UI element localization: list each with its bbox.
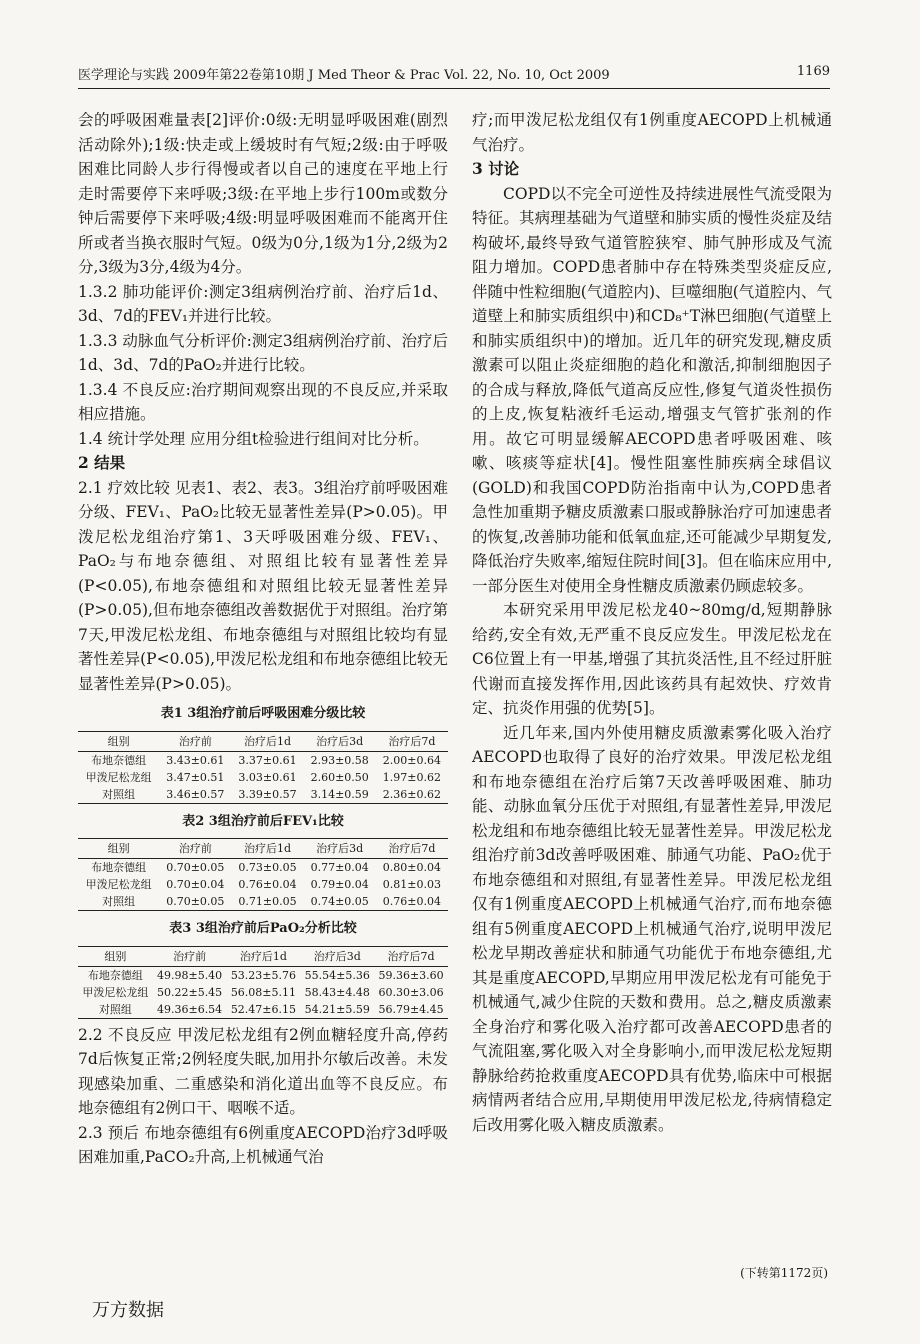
table-cell: 3.39±0.57 — [231, 786, 303, 804]
table-cell: 56.08±5.11 — [230, 985, 297, 999]
table-row — [78, 893, 448, 911]
table-cell: 对照组 — [78, 893, 159, 911]
column-header: 治疗后1d — [227, 946, 301, 966]
table-cell: 0.71±0.05 — [231, 893, 303, 911]
table-row — [78, 751, 448, 769]
left-column — [78, 108, 448, 1170]
tables-block — [78, 702, 448, 1019]
header-rule — [78, 88, 830, 89]
column-header: 组别 — [78, 946, 153, 966]
paragraph-discussion-2: 本研究采用甲泼尼松龙40~80mg/d,短期静脉给药,安全有效,无严重不良反应发生。甲泼尼松龙在C6位置上有一甲基,增强了其抗炎活性,且不经过肝脏代谢而直接发挥作用,因此该药具有起效快、疗效肯定、抗炎作用强的优势[5]。 — [472, 601, 832, 717]
table-row — [78, 984, 448, 1001]
table-cell: 对照组 — [78, 1001, 153, 1019]
continued-note: (下转第1172页) — [740, 1266, 828, 1280]
table-header-row — [78, 731, 448, 751]
table-cell: 60.30±3.06 — [378, 985, 444, 999]
column-header: 治疗后1d — [231, 731, 303, 751]
table-cell: 1.97±0.62 — [382, 770, 441, 784]
table-cell: 59.36±3.60 — [378, 968, 444, 982]
column-header: 治疗后7d — [376, 731, 448, 751]
table-cell: 55.54±5.36 — [304, 968, 370, 982]
column-header: 治疗后1d — [231, 839, 303, 859]
table-cell: 3.47±0.51 — [166, 770, 225, 784]
column-header: 治疗前 — [153, 946, 227, 966]
table-cell: 2.36±0.62 — [376, 786, 448, 804]
column-header: 治疗后3d — [304, 839, 376, 859]
table-cell: 53.23±5.76 — [230, 968, 297, 982]
column-header: 治疗后7d — [374, 946, 448, 966]
paragraph-1-3-3: 1.3.3 动脉血气分析评价:测定3组病例治疗前、治疗后1d、3d、7d的PaO₂并进行比较。 — [78, 331, 448, 374]
running-header — [78, 64, 830, 83]
table-cell: 58.43±4.48 — [304, 985, 370, 999]
table-row — [78, 859, 448, 877]
journal-citation: 医学理论与实践 2009年第22卷第10期 J Med Theor & Prac Vol. 22, No. 10, Oct 2009 — [78, 68, 610, 83]
table-cell: 52.47±6.15 — [227, 1001, 301, 1019]
paragraph-1-3-4: 1.3.4 不良反应:治疗期间观察出现的不良反应,并采取相应措施。 — [78, 380, 448, 423]
table-row — [78, 769, 448, 786]
paragraph-continued: 疗;而甲泼尼松龙组仅有1例重度AECOPD上机械通气治疗。 — [472, 111, 832, 154]
column-header: 治疗后3d — [304, 731, 376, 751]
table-cell: 0.70±0.04 — [166, 878, 225, 891]
table-cell: 0.74±0.05 — [304, 893, 376, 911]
paragraph-discussion-3: 近几年来,国内外使用糖皮质激素雾化吸入治疗AECOPD也取得了良好的治疗效果。甲泼尼松龙组和布地奈德组在治疗后第7天改善呼吸困难、肺功能、动脉血氧分压优于对照组,有显著性差异,甲泼尼松龙组和布地奈德组比较无显著性差异。甲泼尼松龙组治疗前3d改善呼吸困难、肺通气功能、PaO₂优于布地奈德组和对照组,有显著性差异。甲泼尼松龙组仅有1例重度AECOPD上机械通气治疗,而布地奈德组有5例重度AECOPD上机械通气治疗,说明甲泼尼松龙早期改善症状和肺通气功能优于布地奈德组,尤其是重度AECOPD,早期应用甲泼尼松龙有可能免于机械通气,减少住院的天数和费用。总之,糖皮质激素全身治疗和雾化吸入治疗都可改善AECOPD患者的气流阻塞,雾化吸入对全身影响小,而甲泼尼松龙短期静脉给药抢救重度AECOPD具有优势,临床中可根据病情两者结合应用,早期使用甲泼尼松龙,待病情稳定后改用雾化吸入糖皮质激素。 — [472, 723, 832, 1134]
table-header-row — [78, 946, 448, 966]
table-cell: 3.46±0.57 — [159, 786, 231, 804]
table-cell: 0.79±0.04 — [310, 878, 369, 891]
table-cell: 甲泼尼松龙组 — [85, 770, 152, 784]
paragraph-1-3-2: 1.3.2 肺功能评价:测定3组病例治疗前、治疗后1d、3d、7d的FEV₁并进行比较。 — [78, 282, 448, 325]
column-header: 组别 — [78, 731, 159, 751]
table-header-row — [78, 839, 448, 859]
paragraph-2-3: 2.3 预后 布地奈德组有6例重度AECOPD治疗3d呼吸困难加重,PaCO₂升高,上机械通气治 — [78, 1123, 448, 1166]
table-cell: 甲泼尼松龙组 — [82, 985, 149, 999]
table-cell: 对照组 — [78, 786, 159, 804]
table-cell: 0.77±0.04 — [310, 861, 369, 874]
table-title: 表1 3组治疗前后呼吸困难分级比较 — [160, 706, 366, 721]
table-cell: 54.21±5.59 — [300, 1001, 374, 1019]
right-column — [472, 108, 832, 1137]
table-cell: 0.76±0.04 — [376, 893, 448, 911]
table-cell: 布地奈德组 — [91, 753, 147, 767]
table-row — [78, 786, 448, 804]
table-cell: 3.43±0.61 — [166, 753, 225, 767]
column-header: 治疗前 — [159, 731, 231, 751]
table-title: 表3 3组治疗前后PaO₂分析比较 — [169, 921, 357, 936]
table-cell: 0.80±0.04 — [382, 861, 441, 874]
column-header: 治疗后7d — [376, 839, 448, 859]
table-cell: 3.03±0.61 — [238, 770, 297, 784]
table-row — [78, 966, 448, 984]
table-cell: 49.98±5.40 — [156, 968, 223, 982]
data-table — [78, 946, 448, 1019]
page-number: 1169 — [796, 64, 830, 79]
table-title: 表2 3组治疗前后FEV₁比较 — [182, 813, 344, 829]
paragraph-1-4: 1.4 统计学处理 应用分组t检验进行组间对比分析。 — [78, 429, 429, 448]
paragraph-dyspnea-scale: 会的呼吸困难量表[2]评价:0级:无明显呼吸困难(剧烈活动除外);1级:快走或上缓坡时有气短;2级:由于呼吸困难比同龄人步行得慢或者以自己的速度在平地上行走时需要停下来呼吸;3级:在平地上步行100m或数分钟后需要停下来呼吸;4级:明显呼吸困难而不能离开住所或者当换衣服时气短。0级为0分,1级为1分,2级为2分,3级为3分,4级为4分。 — [78, 111, 448, 276]
data-table — [78, 838, 448, 911]
watermark-text: 万方数据 — [92, 1300, 164, 1321]
table-cell: 0.81±0.03 — [382, 878, 441, 891]
table-cell: 0.70±0.05 — [166, 861, 225, 874]
data-table — [78, 731, 448, 804]
table-cell: 甲泼尼松龙组 — [85, 878, 152, 891]
table-cell: 3.37±0.61 — [238, 753, 297, 767]
table-cell: 3.14±0.59 — [304, 786, 376, 804]
table-cell: 布地奈德组 — [87, 968, 143, 982]
table-cell: 56.79±4.45 — [374, 1001, 448, 1019]
column-header: 治疗前 — [159, 839, 231, 859]
section-heading-discussion: 3 讨论 — [472, 159, 520, 178]
table-row — [78, 876, 448, 893]
paragraph-discussion-1: COPD以不完全可逆性及持续进展性气流受限为特征。其病理基础为气道壁和肺实质的慢性炎症及结构破坏,最终导致气道管腔狭窄、肺气肿形成及气流阻力增加。COPD患者肺中存在特殊类型炎症反应,伴随中性粒细胞(气道腔内)、巨噬细胞(气道腔内、气道壁上和肺实质组织中)和CD₈⁺T淋巴细胞(气道壁上和肺实质组织中)的增加。近几年的研究发现,糖皮质激素可以阻止炎症细胞的趋化和激活,抑制细胞因子的合成与释放,降低气道高反应性,修复气道炎性损伤的上皮,恢复粘液纤毛运动,增强支气管扩张剂的作用。故它可明显缓解AECOPD患者呼吸困难、咳嗽、咳痰等症状[4]。慢性阻塞性肺疾病全球倡议(GOLD)和我国COPD防治指南中认为,COPD患者急性加重期予糖皮质激素口服或静脉治疗可加速患者的恢复,改善肺功能和低氧血症,还可能减少早期复发,降低治疗失败率,缩短住院时间[3]。但在临床应用中,一部分医生对使用全身性糖皮质激素仍顾虑较多。 — [472, 184, 832, 595]
table-cell: 2.60±0.50 — [310, 770, 369, 784]
table-cell: 0.70±0.05 — [159, 893, 231, 911]
column-header: 治疗后3d — [300, 946, 374, 966]
table-cell: 49.36±6.54 — [153, 1001, 227, 1019]
paragraph-2-2: 2.2 不良反应 甲泼尼松龙组有2例血糖轻度升高,停药7d后恢复正常;2例轻度失眠,加用扑尔敏后改善。未发现感染加重、二重感染和消化道出血等不良反应。布地奈德组有2例口干、咽喉不适。 — [78, 1025, 448, 1117]
table-cell: 2.00±0.64 — [382, 753, 441, 767]
table-cell: 0.76±0.04 — [238, 878, 297, 891]
table-cell: 0.73±0.05 — [238, 861, 297, 874]
section-heading-results: 2 结果 — [78, 453, 126, 472]
column-header: 组别 — [78, 839, 159, 859]
paragraph-2-1: 2.1 疗效比较 见表1、表2、表3。3组治疗前呼吸困难分级、FEV₁、PaO₂比较无显著性差异(P>0.05)。甲泼尼松龙组治疗第1、3天呼吸困难分级、FEV₁、PaO₂与布地奈德组、对照组比较有显著性差异(P<0.05),布地奈德组和对照组比较无显著性差异(P>0.05),但布地奈德组改善数据优于对照组。治疗第7天,甲泼尼松龙组、布地奈德组与对照组比较均有显著性差异(P<0.05),甲泼尼松龙组和布地奈德组比较无显著性差异(P>0.05)。 — [78, 478, 448, 693]
table-row — [78, 1001, 448, 1019]
table-cell: 50.22±5.45 — [156, 985, 223, 999]
table-cell: 2.93±0.58 — [310, 753, 369, 767]
table-cell: 布地奈德组 — [91, 861, 147, 874]
